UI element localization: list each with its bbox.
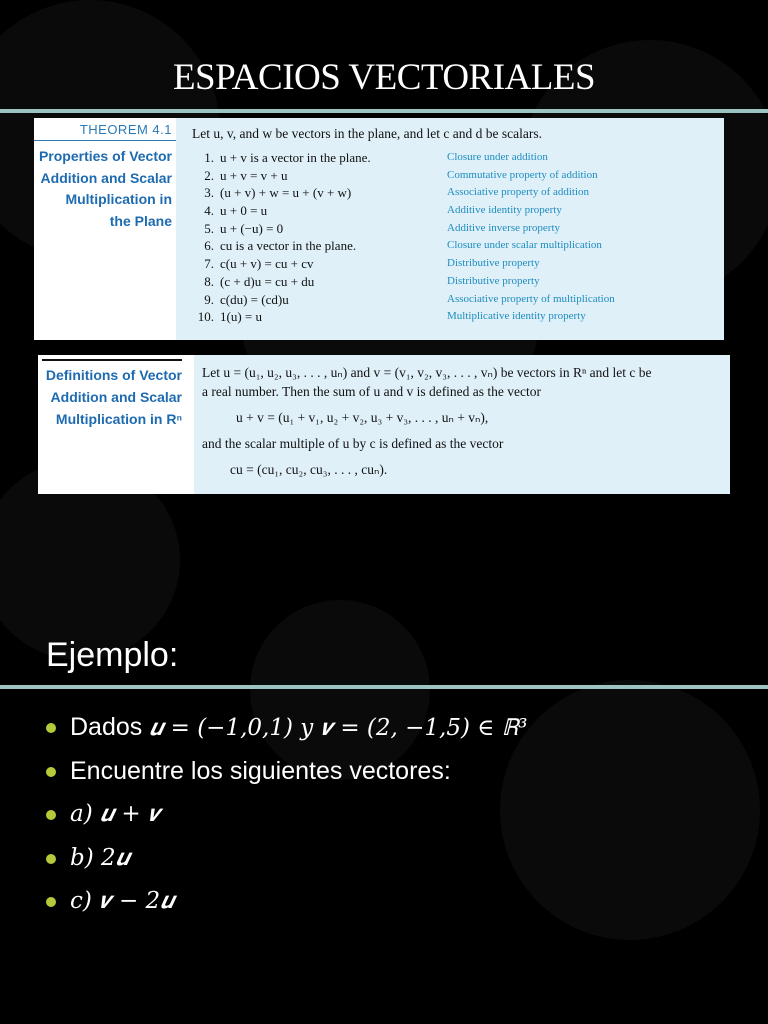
property-number: 10.: [197, 309, 214, 325]
bullet-icon: [46, 723, 56, 733]
property-list: [192, 149, 712, 326]
property-item: [192, 202, 712, 220]
property-number: 5.: [204, 220, 214, 236]
bullet-math: 𝑏) 2𝒖: [70, 844, 130, 871]
property-statement: u + (−u) = 0: [220, 220, 284, 236]
bullet-math: 𝒖 = (−1,0,1) 𝑦 𝒗 = (2, −1,5) ∈ ℝ³: [149, 715, 528, 741]
property-name: Distributive property: [447, 257, 540, 270]
theorem-heading-underline: [34, 140, 176, 141]
property-name: Commutative property of addition: [447, 168, 598, 181]
property-number: 3.: [204, 185, 214, 201]
property-statement: u + 0 = u: [220, 203, 268, 219]
definition-subheading-line: Addition and Scalar: [50, 389, 182, 405]
property-item: [192, 237, 712, 255]
bullet-math: 𝑐) 𝒗 − 2𝒖: [70, 888, 175, 914]
property-number: 4.: [204, 203, 214, 219]
example-bullet: [46, 880, 527, 924]
property-name: Distributive property: [447, 274, 540, 287]
property-name: Additive inverse property: [447, 221, 561, 234]
theorem-intro: Let u, v, and w be vectors in the plane, and let c and d be scalars.: [192, 126, 542, 141]
definition-formula: u + v = (u₁ + v₁, u₂ + v₂, u₃ + v₃, . . . , uₙ + vₙ),: [236, 410, 489, 425]
property-statement: u + v = v + u: [220, 167, 288, 183]
property-number: 6.: [204, 238, 214, 254]
definition-line: Let u = (u₁, u₂, u₃, . . . , uₙ) and v = (v₁, v₂, v₃, . . . , vₙ) be vectors in Rⁿ and let c be: [202, 365, 652, 380]
property-number: 2.: [204, 167, 214, 183]
theorem-subheading-line: Addition and Scalar: [40, 169, 172, 186]
example-title: Ejemplo:: [46, 636, 179, 674]
theorem-box: [34, 118, 724, 340]
example-divider: [0, 685, 768, 689]
theorem-subheading-line: the Plane: [109, 212, 172, 229]
property-item: [192, 291, 712, 309]
bullet-icon: [46, 854, 56, 864]
theorem-sidebar: [34, 118, 176, 340]
definition-heading-rule: [42, 359, 182, 361]
example-bullet: [46, 750, 527, 794]
property-item: [192, 184, 712, 202]
theorem-subheading-line: Multiplication in: [65, 191, 172, 207]
theorem-subheading-line: Properties of Vector: [38, 148, 172, 164]
example-bullet: [46, 837, 527, 881]
slide-title: ESPACIOS VECTORIALES: [172, 57, 596, 98]
property-statement: c(du) = (cd)u: [220, 291, 289, 307]
definition-subheading-line: Definitions of Vector: [45, 367, 182, 383]
property-name: Associative property of multiplication: [447, 292, 615, 305]
property-name: Closure under addition: [447, 151, 548, 163]
bullet-text: Dados: [70, 713, 150, 741]
definition-line: and the scalar multiple of u by c is defined as the vector: [202, 436, 504, 451]
property-number: 9.: [204, 291, 214, 307]
property-statement: (u + v) + w = u + (v + w): [220, 185, 352, 201]
property-item: [192, 255, 712, 273]
property-name: Closure under scalar multiplication: [447, 239, 602, 252]
property-statement: c(u + v) = cu + cv: [220, 256, 314, 272]
property-statement: (c + d)u = cu + du: [220, 273, 315, 289]
example-bullet: [46, 706, 527, 750]
definition-line: a real number. Then the sum of u and v is defined as the vector: [202, 384, 542, 399]
property-statement: cu is a vector in the plane.: [220, 238, 357, 254]
property-name: Multiplicative identity property: [447, 310, 586, 323]
bullet-math: 𝑎) 𝒖 + 𝒗: [70, 801, 161, 827]
property-name: Additive identity property: [447, 204, 562, 217]
bullet-icon: [46, 767, 56, 777]
theorem-heading: THEOREM 4.1: [79, 122, 172, 137]
property-item: [192, 167, 712, 185]
property-name: Associative property of addition: [447, 186, 590, 199]
property-item: [192, 308, 712, 326]
background-circle: [500, 680, 760, 940]
theorem-subheading: [34, 146, 172, 232]
definition-subheading: [38, 364, 182, 430]
property-number: 8.: [204, 273, 214, 289]
example-bullet: [46, 793, 527, 837]
property-number: 1.: [204, 150, 214, 165]
property-item: [192, 273, 712, 291]
property-number: 7.: [204, 256, 214, 272]
title-divider: [0, 109, 768, 113]
bullet-icon: [46, 897, 56, 907]
property-item: [192, 149, 712, 167]
definition-sidebar: [38, 355, 194, 494]
definition-box: [38, 355, 730, 494]
property-item: [192, 220, 712, 238]
example-bullet-list: [46, 706, 527, 924]
property-statement: 1(u) = u: [220, 309, 262, 325]
definition-subheading-line: Multiplication in Rⁿ: [55, 411, 182, 427]
bullet-text: Encuentre los siguientes vectores:: [70, 756, 451, 785]
definition-formula: cu = (cu₁, cu₂, cu₃, . . . , cuₙ).: [230, 462, 388, 477]
property-statement: u + v is a vector in the plane.: [220, 150, 371, 165]
bullet-icon: [46, 810, 56, 820]
